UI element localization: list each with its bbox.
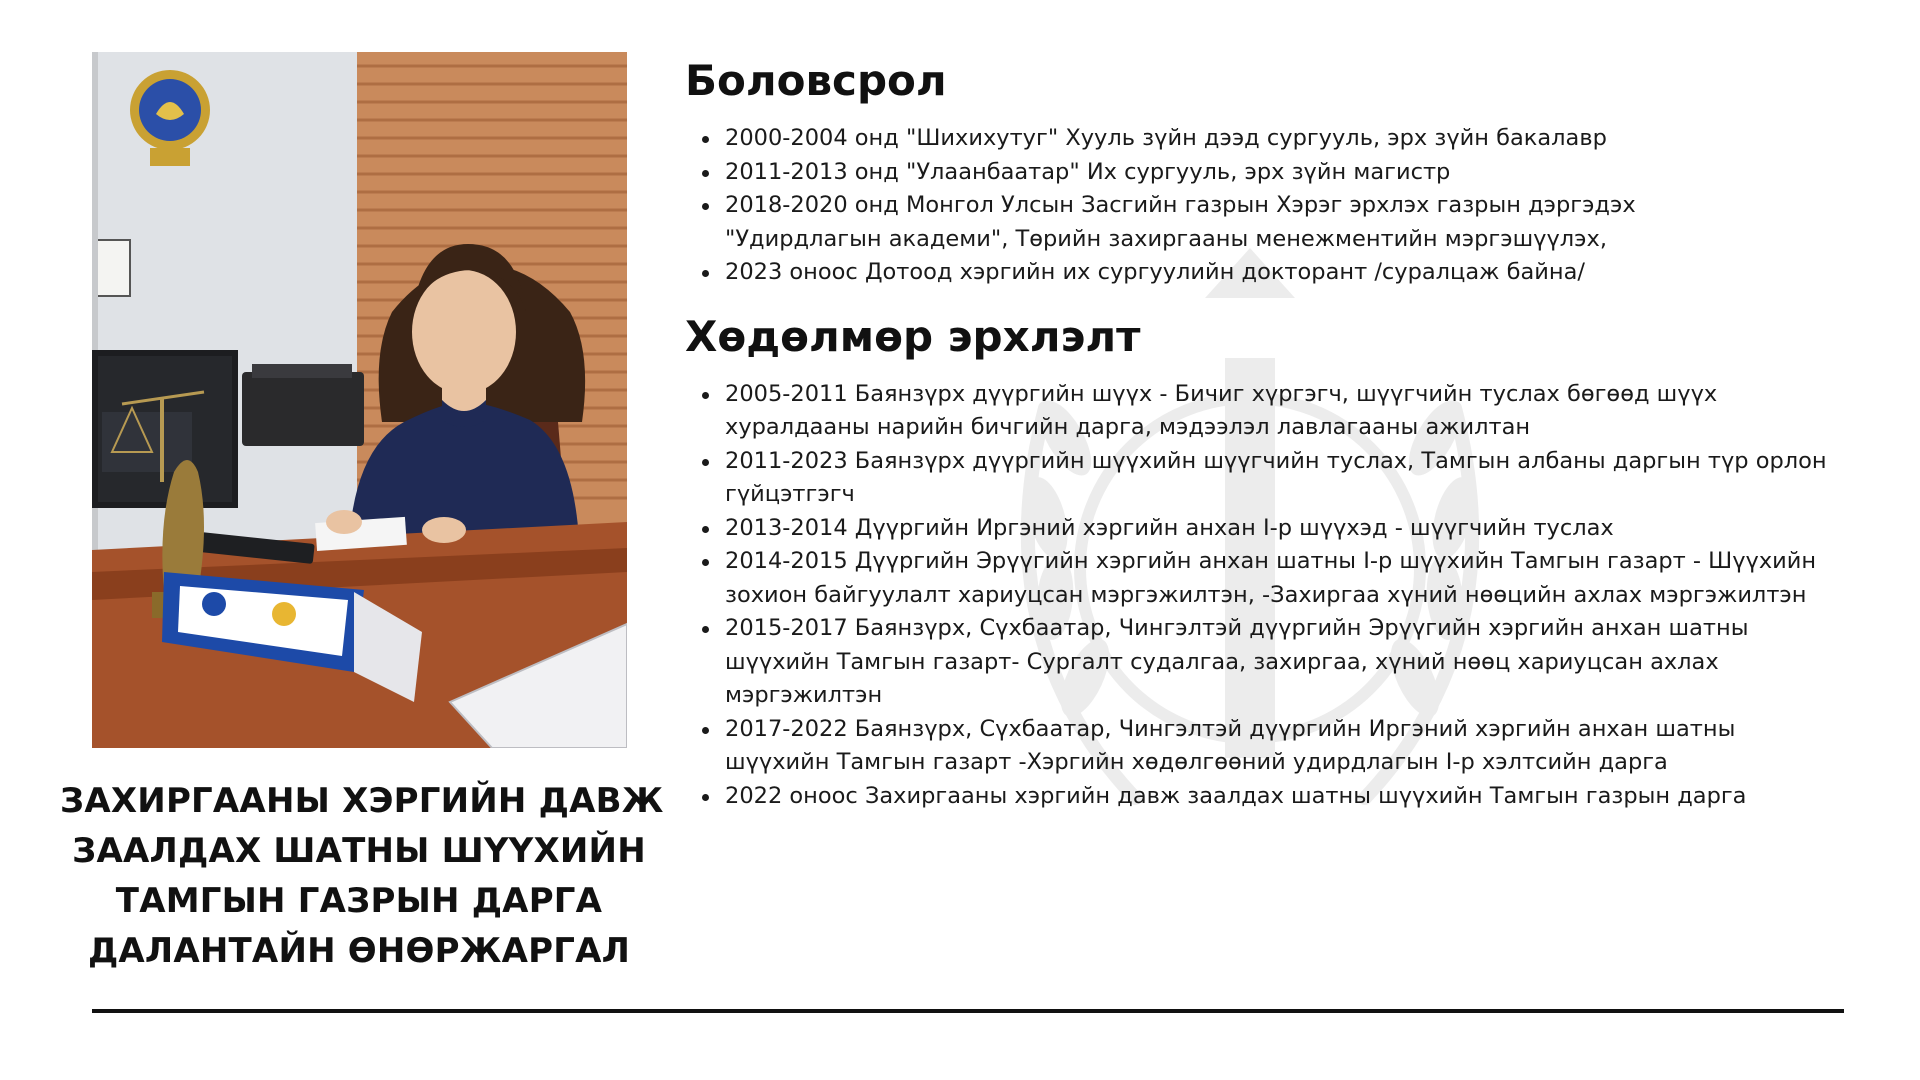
education-item-line: 2023 оноос Дотоод хэргийн их сургуулийн докторант /суралцаж байна/ (725, 259, 1585, 285)
work-item (685, 512, 1845, 546)
portrait-photo (92, 52, 627, 748)
printer (242, 372, 364, 446)
work-item-line: 2013-2014 Дүүргийн Иргэний хэргийн анхан I-р шүүхэд - шүүгчийн туслах (725, 514, 1614, 541)
person-title-line: ЗАХИРГААНЫ ХЭРГИЙН ДАВЖ (60, 781, 664, 821)
work-item-line: 2005-2011 Баянзүрх дүүргийн шүүх - Бичиг хүргэгч, шүүгчийн туслах бөгөөд шүүх (725, 380, 1718, 407)
work-item-line: гүйцэтгэгч (725, 481, 855, 507)
work-item-line: 2022 оноос Захиргааны хэргийн давж заалдах шатны шүүхийн Тамгын газрын дарга (725, 782, 1747, 809)
education-list (685, 122, 1845, 290)
education-item-line: 2018-2020 онд Монгол Улсын Засгийн газрын Хэрэг эрхлэх газрын дэргэдэх (725, 192, 1636, 218)
person-title-line: ЗААЛДАХ ШАТНЫ ШҮҮХИЙН (72, 831, 646, 871)
education-title: Боловсрол (685, 56, 947, 105)
work-item (685, 612, 1845, 713)
bottom-divider (92, 1009, 1844, 1013)
work-item (685, 445, 1845, 512)
work-item-line: зохион байгуулалт хариуцсан мэргэжилтэн, -Захиргаа хүний нөөцийн ахлах мэргэжилтэн (725, 581, 1807, 608)
work-item-line: шүүхийн Тамгын газарт- Сургалт судалгаа, захиргаа, хүний нөөц хариуцсан ахлах (725, 648, 1719, 675)
education-item-line: 2000-2004 онд "Шихихутуг" Хууль зүйн дээд сургууль, эрх зүйн бакалавр (725, 125, 1607, 151)
person-title-line: ТАМГЫН ГАЗРЫН ДАРГА (115, 881, 603, 921)
work-item-line: 2017-2022 Баянзүрх, Сүхбаатар, Чингэлтэй дүүргийн Иргэний хэргийн анхан шатны (725, 715, 1736, 742)
work-item (685, 713, 1845, 780)
education-item-line: 2011-2013 онд "Улаанбаатар" Их сургууль, эрх зүйн магистр (725, 158, 1451, 185)
education-item (685, 256, 1845, 290)
work-item-line: 2014-2015 Дүүргийн Эрүүгийн хэргийн анхан шатны I-р шүүхийн Тамгын газарт - Шүүхийн (725, 548, 1817, 574)
work-item-line: хуралдааны нарийн бичгийн дарга, мэдээлэл лавлагааны ажилтан (725, 414, 1531, 440)
work-item-line: 2015-2017 Баянзүрх, Сүхбаатар, Чингэлтэй дүүргийн Эрүүгийн хэргийн анхан шатны (725, 615, 1749, 641)
work-item (685, 378, 1845, 445)
person-title (60, 776, 664, 976)
work-item-line: 2011-2023 Баянзүрх дүүргийн шүүхийн шүүгчийн туслах, Тамгын албаны даргын түр орлон (725, 447, 1827, 474)
education-item-line: "Удирдлагын академи", Төрийн захиргааны менежментийн мэргэшүүлэх, (725, 225, 1607, 252)
monitor (92, 350, 238, 508)
work-title: Хөдөлмөр эрхлэлт (685, 311, 1141, 361)
work-item (685, 780, 1845, 814)
work-item-line: шүүхийн Тамгын газарт -Хэргийн хөдөлгөөний удирдлагын I-р хэлтсийн дарга (725, 749, 1668, 775)
education-item (685, 122, 1845, 156)
work-item (685, 545, 1845, 612)
education-item (685, 189, 1845, 256)
person-title-line: ДАЛАНТАЙН ӨНӨРЖАРГАЛ (87, 931, 631, 971)
portrait-illustration (92, 52, 627, 748)
work-item-line: мэргэжилтэн (725, 682, 883, 708)
education-item (685, 156, 1845, 190)
biography-content (685, 52, 1845, 813)
work-list (685, 378, 1845, 814)
